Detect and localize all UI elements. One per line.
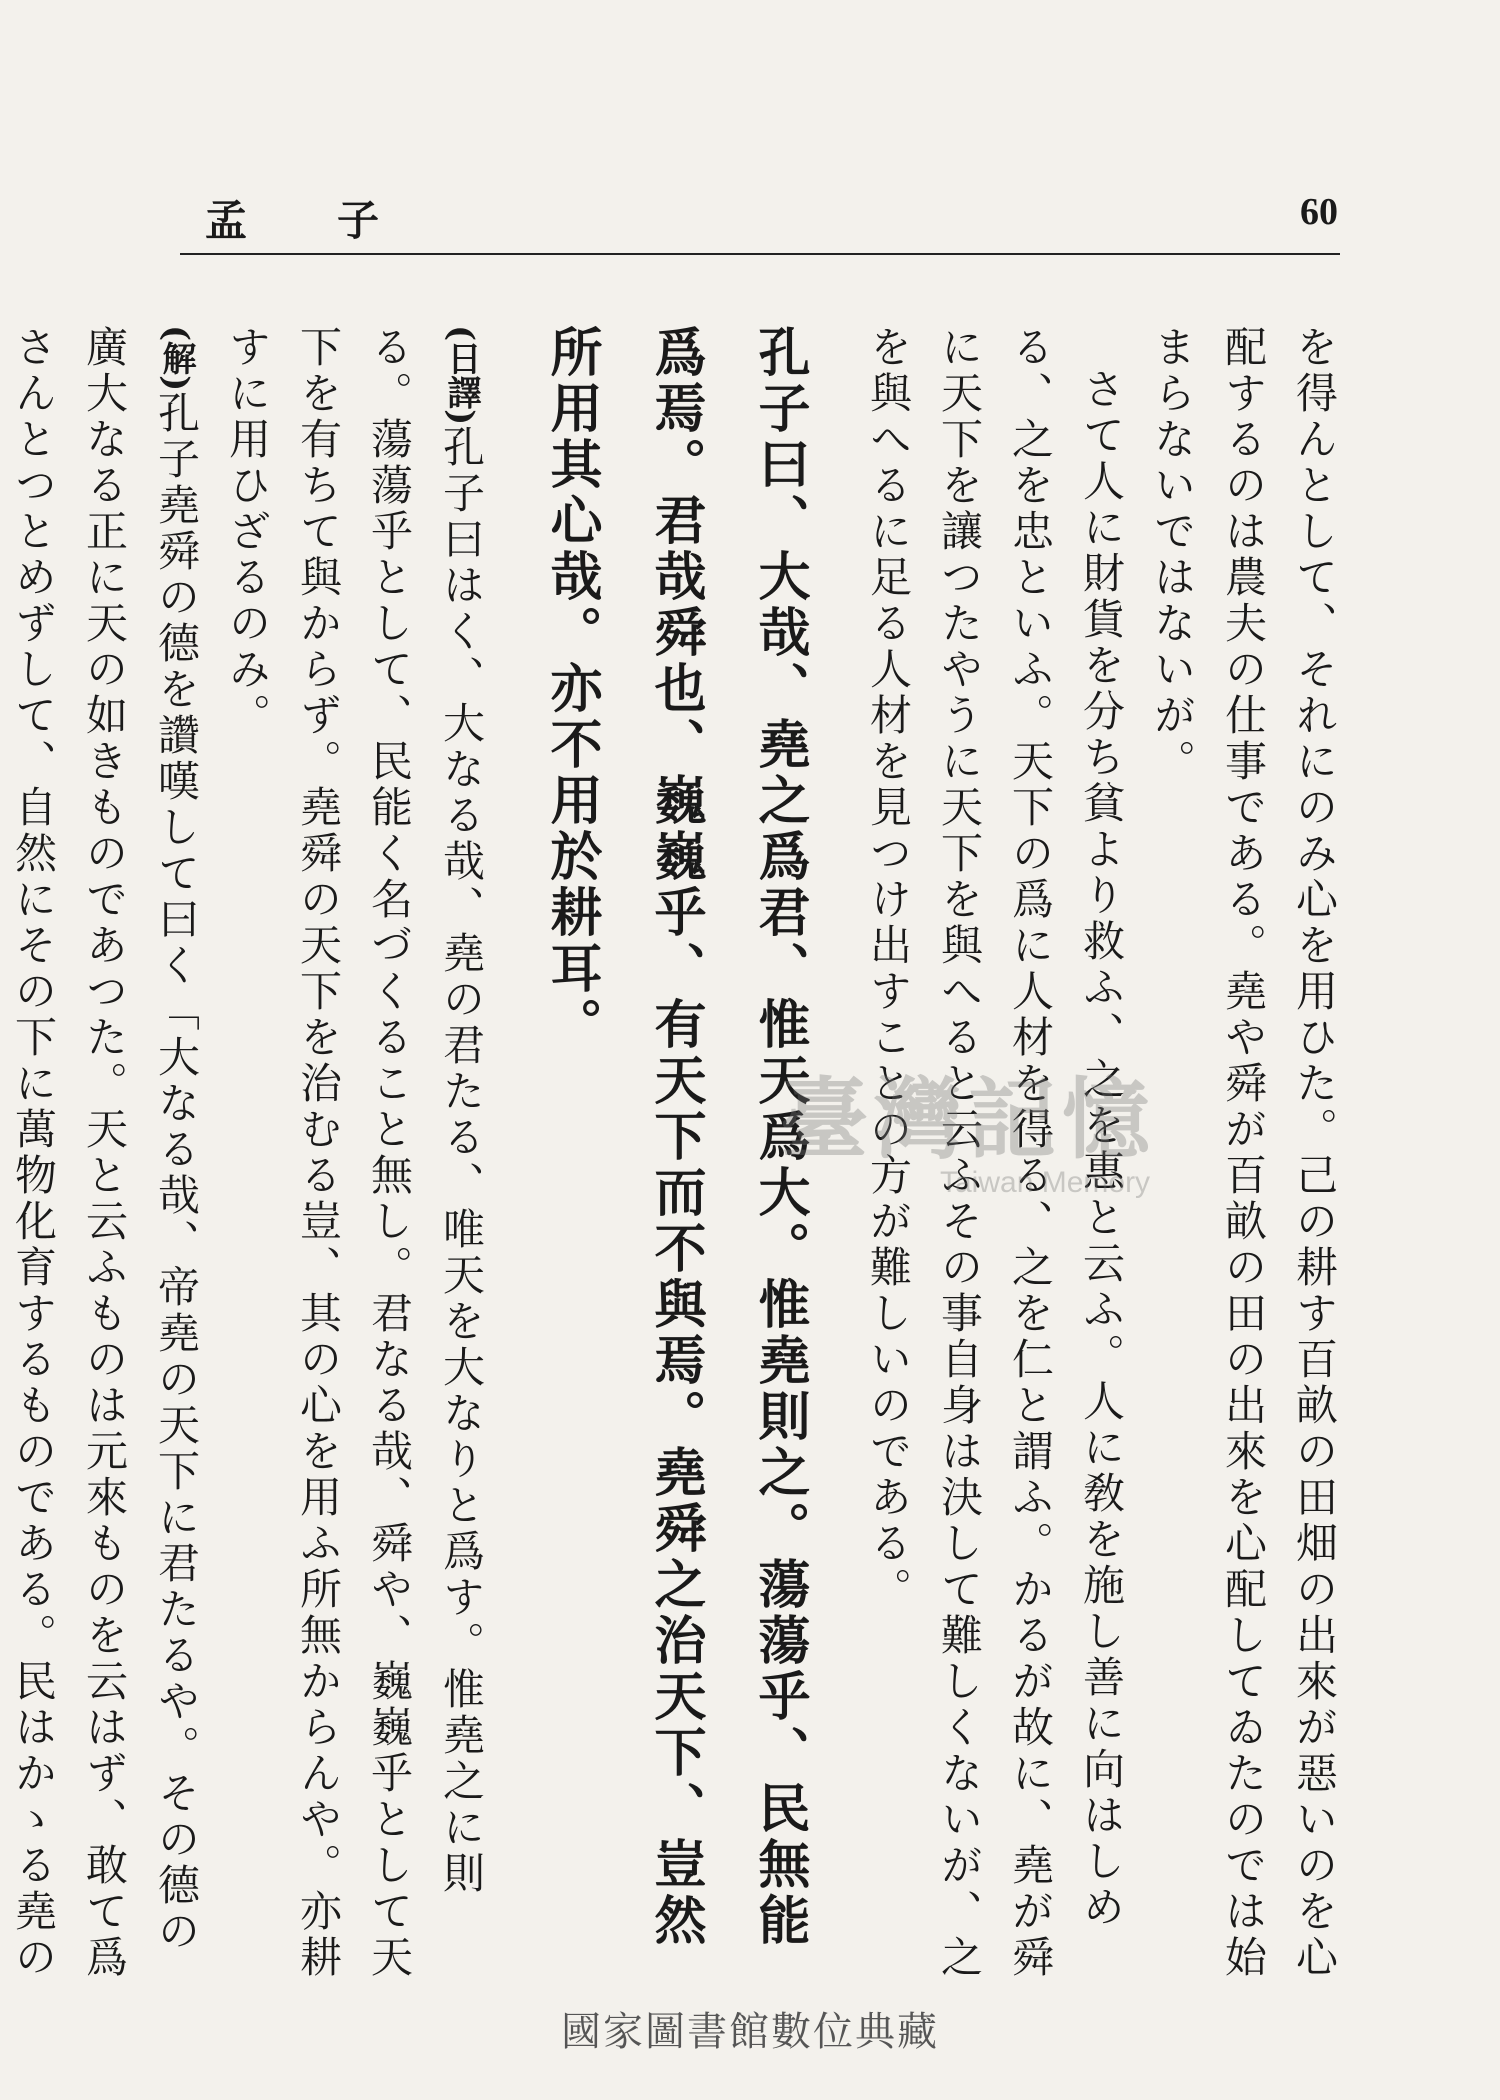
paragraph-continuation: を得んとして、それにのみ心を用ひた。己の耕す百畝の田畑の出來が惡いのを心配するのは農夫の仕事である。堯や舜が百畝の田の出來を心配してゐたのでは始まらないではないが。 (1148, 325, 1339, 1981)
watermark-chinese: 臺灣記憶 (780, 1067, 1157, 1171)
paragraph-intro: さて人に財貨を分ち貧より救ふ、之を惠と云ふ。人に敎を施し善に向はしめる、之を忠といふ。天下の爲に人材を得る、之を仁と謂ふ。かるが故に、堯が舜に天下を讓つたやうに天下を與へると云ふその事自身は決して難しくないが、之を與へるに足る人材を見つけ出すことの方が難しいのである。 (864, 325, 1126, 1981)
translation-tag: (日譯) (441, 325, 481, 426)
classical-quotation: 孔子曰、大哉、堯之爲君、惟天爲大。惟堯則之。蕩蕩乎、民無能爲焉。君哉舜也、巍巍乎、有天下而不與焉。堯舜之治天下、豈然所用其心哉。亦不用於耕耳。 (541, 325, 810, 1949)
library-credit: 國家圖書館數位典藏 (561, 2009, 939, 2055)
page-number: 60 (1300, 191, 1338, 233)
taiwan-memory-watermark (780, 1050, 1156, 1200)
watermark-english: Taiwan Memory (940, 1166, 1151, 1199)
translation-text: 孔子曰はく、大なる哉、堯の君たる、唯天を大なりと爲す。惟堯之に則る。蕩蕩乎として、民能く名づくること無し。君なる哉、舜や、巍巍乎として天下を有ちて與からず。堯舜の天下を治むる豈、其の心を用ふ所無からんや。亦耕すに用ひざるのみ。 (223, 325, 486, 1981)
commentary-paragraph (0, 325, 212, 1985)
commentary-tag: (解) (156, 325, 196, 392)
header-rule (180, 253, 1340, 255)
commentary-text: 孔子堯舜の德を讚嘆して曰く「大なる哉、帝堯の天下に君たるや。その德の廣大なる正に天の如きものであつた。天と云ふものは元來ものを云はず、敢て爲さんとつとめずして、自然にその下に萬物化育するものである。民はかゝる堯の (9, 325, 201, 1981)
translation-paragraph (212, 325, 497, 1985)
page-header-title: 孟子 (205, 196, 470, 245)
vertical-text-body (9, 325, 1350, 1985)
